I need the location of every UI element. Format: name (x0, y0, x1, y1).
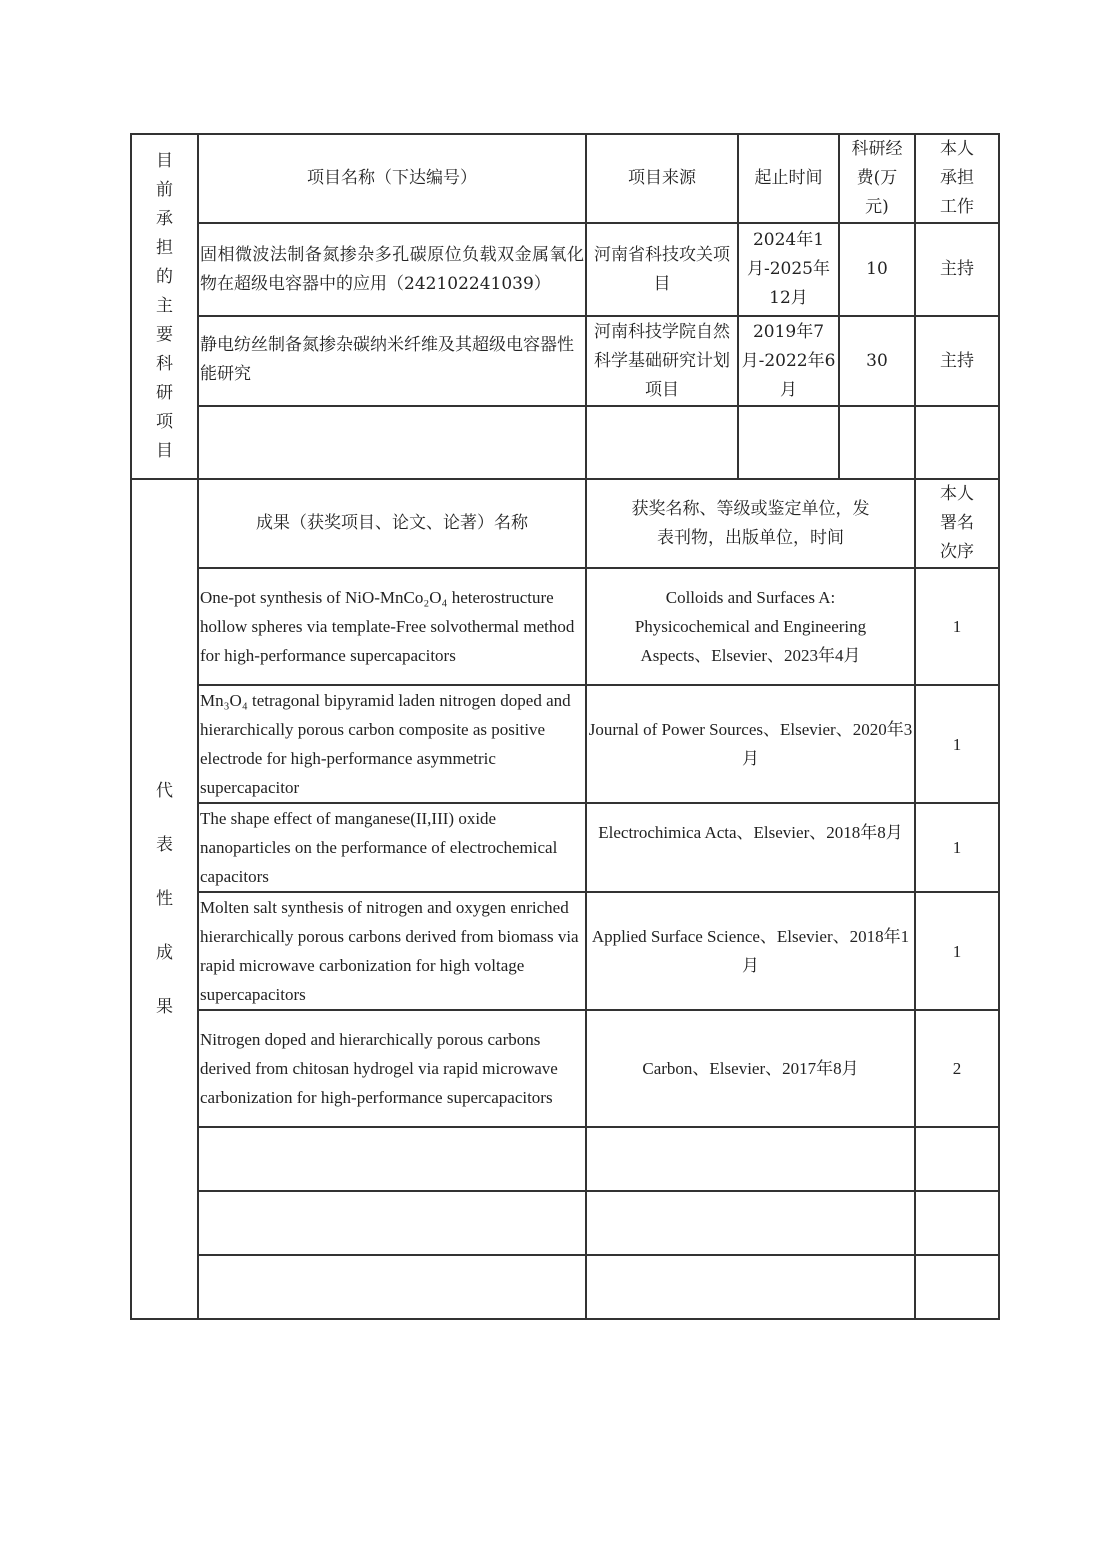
project-source-cell: 河南省科技攻关项目 (586, 223, 738, 316)
achievement-venue-cell (586, 568, 915, 685)
empty-cell (198, 1255, 586, 1319)
project-funding-cell: 10 (839, 223, 915, 316)
header-project-funding-text: 科研经费(万元) (851, 139, 903, 217)
empty-cell (198, 406, 586, 479)
achievement-row (131, 568, 999, 685)
empty-cell (586, 1255, 915, 1319)
project-name-cell: 固相微波法制备氮掺杂多孔碳原位负载双金属氧化物在超级电容器中的应用（242102241039） (198, 223, 586, 316)
achievement-row-empty (131, 1191, 999, 1255)
achievement-row (131, 685, 999, 803)
achievement-row (131, 892, 999, 1010)
achievements-side-label: 代表性成果 (131, 479, 198, 1319)
project-role-cell: 主持 (915, 316, 999, 406)
empty-cell (586, 406, 738, 479)
achievement-order-cell: 1 (915, 685, 999, 803)
project-role-cell: 主持 (915, 223, 999, 316)
projects-side-label: 目前承担的主要科研项目 (131, 134, 198, 479)
project-row (131, 223, 999, 316)
header-project-funding (839, 134, 915, 223)
achievement-order-cell: 1 (915, 803, 999, 892)
header-project-period: 起止时间 (738, 134, 839, 223)
empty-cell (198, 1127, 586, 1191)
project-row (131, 316, 999, 406)
empty-cell (839, 406, 915, 479)
achievement-title-cell: Mn₃O₄ tetragonal bipyramid laden nitrogen doped and hierarchically porous carbon composite as positive electrode for high-performance asymmetric supercapacitor (198, 685, 586, 803)
achievement-title-cell: Molten salt synthesis of nitrogen and oxygen enriched hierarchically porous carbons derived from biomass via rapid microwave carbonization for high voltage supercapacitors (198, 892, 586, 1010)
achievement-row-empty (131, 1127, 999, 1191)
achievement-title-cell: One-pot synthesis of NiO-MnCo₂O₄ heterostructure hollow spheres via template-Free solvothermal method for high-performance supercapacitors (198, 568, 586, 685)
empty-cell (915, 406, 999, 479)
header-achievement-title: 成果（获奖项目、论文、论著）名称 (198, 479, 586, 568)
achievement-title-cell: The shape effect of manganese(II,III) oxide nanoparticles on the performance of electrochemical capacitors (198, 803, 586, 892)
project-period-cell: 2024年1月-2025年12月 (738, 223, 839, 316)
project-funding-cell: 30 (839, 316, 915, 406)
achievement-venue-cell: Journal of Power Sources、Elsevier、2020年3月 (586, 685, 915, 803)
achievement-venue-text: Colloids and Surfaces A: Physicochemical and Engineering Aspects、Elsevier、2023年4月 (634, 588, 867, 665)
project-source-cell: 河南科技学院自然科学基础研究计划项目 (586, 316, 738, 406)
header-achievement-order (915, 479, 999, 568)
achievement-title-cell: Nitrogen doped and hierarchically porous carbons derived from chitosan hydrogel via rapid microwave carbonization for high-performance supercapacitors (198, 1010, 586, 1127)
empty-cell (915, 1191, 999, 1255)
research-form-table (130, 133, 1000, 1320)
project-name-cell: 静电纺丝制备氮掺杂碳纳米纤维及其超级电容器性能研究 (198, 316, 586, 406)
header-achievement-order-text: 本人署名次序 (940, 484, 974, 562)
achievement-row-empty (131, 1255, 999, 1319)
header-project-role (915, 134, 999, 223)
header-project-name: 项目名称（下达编号） (198, 134, 586, 223)
empty-cell (915, 1127, 999, 1191)
header-achievement-venue (586, 479, 915, 568)
empty-cell (198, 1191, 586, 1255)
achievement-order-cell: 1 (915, 568, 999, 685)
empty-cell (586, 1127, 915, 1191)
header-project-role-text: 本人承担工作 (940, 139, 974, 217)
empty-cell (738, 406, 839, 479)
achievement-venue-cell: Carbon、Elsevier、2017年8月 (586, 1010, 915, 1127)
achievement-row (131, 1010, 999, 1127)
empty-cell (915, 1255, 999, 1319)
empty-cell (586, 1191, 915, 1255)
achievement-venue-cell: Electrochimica Acta、Elsevier、2018年8月 (586, 803, 915, 892)
header-achievement-venue-text: 获奖名称、等级或鉴定单位，发表刊物，出版单位，时间 (631, 498, 870, 548)
achievement-row (131, 803, 999, 892)
achievement-order-cell: 1 (915, 892, 999, 1010)
achievement-venue-cell: Applied Surface Science、Elsevier、2018年1月 (586, 892, 915, 1010)
header-project-source: 项目来源 (586, 134, 738, 223)
achievement-order-cell: 2 (915, 1010, 999, 1127)
project-row-empty (131, 406, 999, 479)
project-period-cell: 2019年7月-2022年6月 (738, 316, 839, 406)
